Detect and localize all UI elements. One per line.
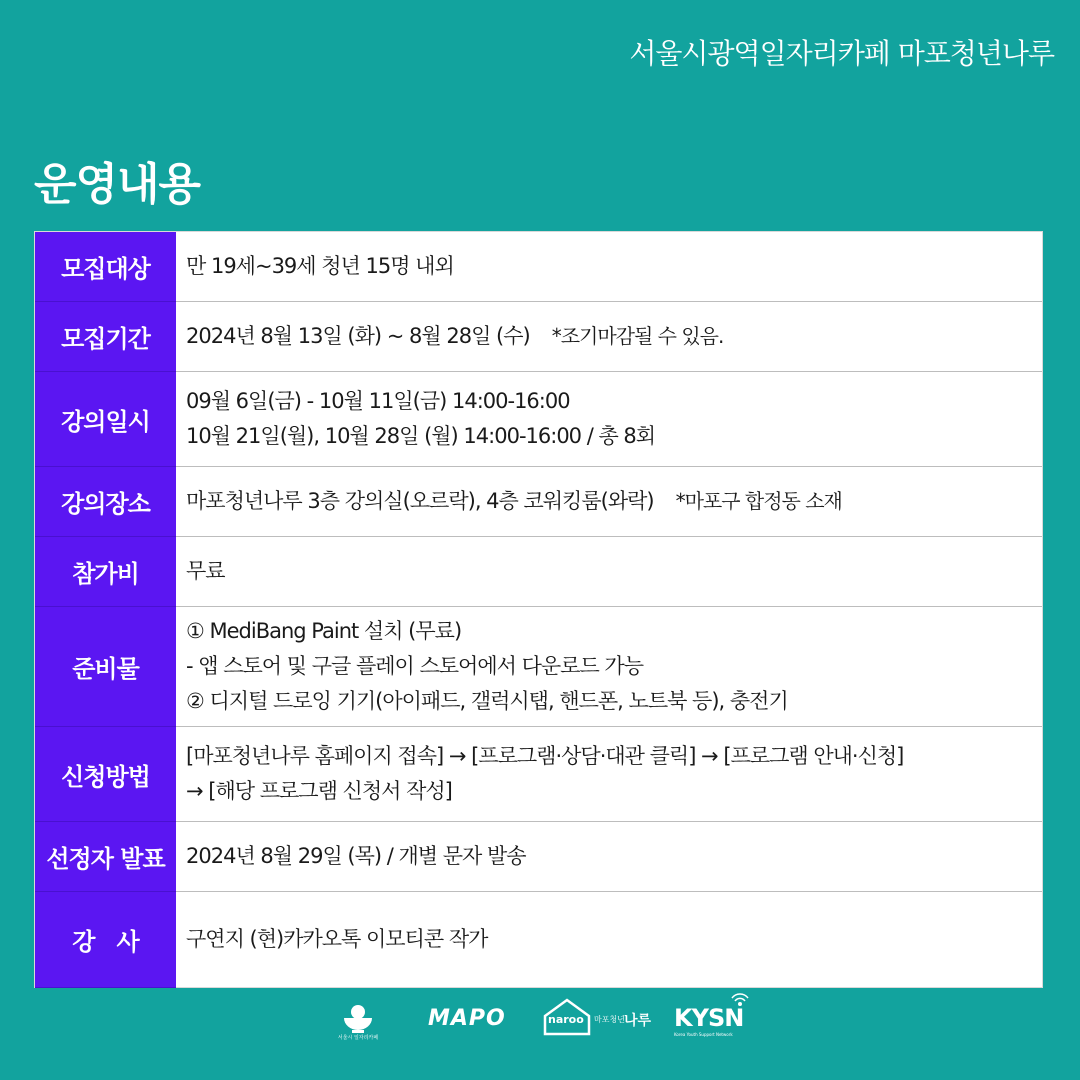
row-line: 마포청년나루 3층 강의실(오르락), 4층 코워킹룸(와락) <box>186 489 654 513</box>
logo-text: 마포청년 <box>594 1015 625 1024</box>
naroo-logo <box>542 996 652 1040</box>
row-line: 만 19세~39세 청년 15명 내외 <box>186 254 454 278</box>
logo-main: naroo <box>548 1013 584 1026</box>
row-note: *마포구 합정동 소재 <box>675 489 842 513</box>
row-value <box>176 727 1042 821</box>
row-line: ② 디지털 드로잉 기기(아이패드, 갤럭시탭, 핸드폰, 노트북 등), 충전기 <box>186 689 788 713</box>
logo-sub: Korea Youth Support Network <box>674 1032 733 1037</box>
row-label: 모집기간 <box>35 302 176 372</box>
info-table <box>34 231 1043 988</box>
row-line: 10월 21일(월), 10월 28일 (월) 14:00-16:00 / 총 8회 <box>186 424 656 448</box>
organization-name: 서울시광역일자리카페 마포청년나루 <box>629 37 1054 70</box>
row-value <box>176 302 1042 371</box>
page-title: 운영내용 <box>34 159 201 210</box>
row-label: 선정자 발표 <box>35 822 176 892</box>
row-line: 09월 6일(금) - 10월 11일(금) 14:00-16:00 <box>186 389 570 413</box>
row-instructor <box>35 892 1042 987</box>
row-value <box>176 467 1042 536</box>
row-value <box>176 607 1042 726</box>
row-fee <box>35 537 1042 607</box>
row-label: 참가비 <box>35 537 176 607</box>
row-line: ① MediBang Paint 설치 (무료) <box>186 619 462 643</box>
row-line: → [해당 프로그램 신청서 작성] <box>186 779 452 803</box>
row-label: 강의일시 <box>35 372 176 467</box>
row-announcement <box>35 822 1042 892</box>
mapo-logo: MAPO <box>428 1006 506 1031</box>
row-label: 준비물 <box>35 607 176 727</box>
row-label: 모집대상 <box>35 232 176 302</box>
row-line: 구연지 (현)카카오톡 이모티콘 작가 <box>186 927 488 951</box>
row-period <box>35 302 1042 372</box>
row-value <box>176 232 1042 301</box>
row-line: - 앱 스토어 및 구글 플레이 스토어에서 다운로드 가능 <box>186 654 643 678</box>
row-line: 2024년 8월 13일 (화) ~ 8월 28일 (수) <box>186 324 530 348</box>
row-line: [마포청년나루 홈페이지 접속] → [프로그램·상담·대관 클릭] → [프로그램 안내·신청] <box>186 744 904 768</box>
logo-main: KYSN <box>674 1004 744 1032</box>
row-value <box>176 537 1042 606</box>
row-label: 강의장소 <box>35 467 176 537</box>
row-value <box>176 372 1042 466</box>
footer-logos <box>0 990 1080 1050</box>
kysn-logo <box>674 992 754 1042</box>
row-line: 무료 <box>186 559 225 583</box>
row-apply <box>35 727 1042 822</box>
logo-caption: 서울시 일자리카페 <box>337 1035 379 1041</box>
row-supplies <box>35 607 1042 727</box>
row-label: 신청방법 <box>35 727 176 822</box>
row-target <box>35 232 1042 302</box>
row-label: 강 사 <box>35 892 176 988</box>
row-note: *조기마감될 수 있음. <box>551 324 724 348</box>
logo-bold: 나루 <box>624 1013 652 1029</box>
row-schedule <box>35 372 1042 467</box>
row-value <box>176 822 1042 891</box>
row-venue <box>35 467 1042 537</box>
row-line: 2024년 8월 29일 (목) / 개별 문자 발송 <box>186 844 526 868</box>
seoul-job-cafe-logo <box>338 994 378 1044</box>
row-value <box>176 892 1042 987</box>
